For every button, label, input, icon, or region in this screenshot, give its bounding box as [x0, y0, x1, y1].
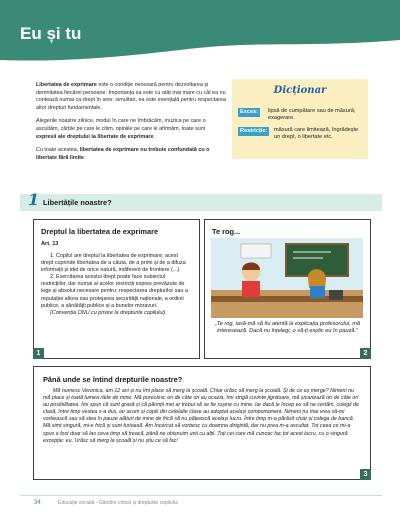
illustration-caption: „Te rog, lasă-mă să fiu atentă la explicația profesorului, mă interesează. Dacă nu înțelegi, o să-ți explic eu în pauză.” [215, 321, 360, 335]
story-text: Mă numesc Veronica, am 12 ani și nu îmi place să merg la școală. Chiar urăsc să merg la școală. Și de ce aș merge? Nimeni nu mă place și toată lumea râde de mine. Mă poreclesc ori de câte ori au ocazia, îmi strigă cuvinte jignitoare, mă șicanează ori de câte ori au posibilitatea. Îmi spun că sunt grasă și că părinții mei ar trebui să se fie rușine cu mine. Iar dacă le încep eu să ne certăm, colegii de clasă, între timp vestea s-a dus, iar acum și copiii din celelalte clase au adoptat același comportament. Nimeni nu mai vrea să-mi vorbească sau să stea în pauze alături de mine de frică să nu pățească același lucru. Între timp m-a părăsit chiar și colega de bancă. Mă simt singură, mi-e frică și sunt furioasă. Am încercat să vorbesc cu doamna dirigintă, dar nu prea m-a ascultat. Tot ceea ce mi-a spus a fost doar să las ceva timp să treacă, până ne obișnuim unii cu alții. Toți cei care mă cunosc fac tot acest lucru, cu o singură excepție: eu. Urăsc să merg la școală și nu știu ce să fac! [43, 388, 359, 444]
box-number-badge: 1 [33, 348, 44, 359]
intro-paragraph-1: Libertatea de exprimare este o condiție necesară pentru dezvoltarea și demnitatea fiecărei persoane. Importanța sa este cu atât mai mare cu cât ea nu contează numai ca drept în sine: simultan, ea este esențială pentru respectarea altor drepturi fundamentale. [36, 82, 226, 111]
article-paragraph-1: 1. Copilul are dreptul la libertatea de exprimare; acest drept cuprinde libertatea de a căuta, de a primi și de a difuza informații și idei de orice natură, indiferent de frontiere (...). [41, 253, 186, 274]
rights-text-box [33, 219, 200, 359]
section-title: Libertățile noastre? [43, 198, 112, 207]
classroom-illustration [211, 238, 363, 318]
article-body [41, 253, 189, 317]
intro-paragraph-2: Alegerile noastre zilnice, modul în care ne îmbrăcăm, muzica pe care o ascultăm, cărțile pe care le citim, opiniile pe care le afirmăm, toate sunt expresii ale dreptului la libertate de exprimare. [36, 118, 206, 140]
box-title: Dreptul la libertatea de exprimare [41, 227, 159, 236]
box-number-badge: 3 [360, 469, 371, 480]
box-title: Te rog... [212, 227, 241, 236]
dictionary-definition: lipsă de cumpătare sau de măsură; exagerare. [268, 108, 356, 122]
dictionary-title: Dicționar [273, 85, 327, 96]
dictionary-term: Restricție: [240, 128, 268, 134]
dictionary-box [232, 79, 368, 159]
article-paragraph-2: 2. Exercitarea acestui drept poate face subiectul restricțiilor, dar numai al acelor restricții expres prevăzute de lege și absolut necesare pentru: respectarea drepturilor sau a reputației altora sau protejarea securității naționale, a ordinii publice, a sănătății publice și a bunelor moravuri. [41, 274, 188, 309]
classroom-illustration-box [204, 219, 371, 359]
section-number: 1 [28, 190, 40, 209]
article-source: (Convenția ONU cu privire la drepturile copilului) [50, 309, 166, 316]
box-number-badge: 2 [360, 348, 371, 359]
footer-divider [20, 495, 382, 496]
article-label: Art. 13 [41, 241, 59, 247]
intro-paragraph-3: Cu toate acestea, libertatea de exprimare nu trebuie confundată cu o libertate fără limite. [36, 147, 210, 161]
footer-text: Educație socială - Gândire critică și drepturile copilului [58, 500, 178, 506]
dictionary-definition: măsură care limitează, îngrădește un drept, o libertate etc. [274, 127, 359, 141]
story-box [33, 366, 371, 480]
page-number: 34 [34, 500, 41, 506]
box-title: Până unde se întind drepturile noastre? [43, 375, 183, 384]
intro-text [36, 82, 226, 168]
dictionary-term: Exces: [240, 109, 259, 115]
chapter-title: Eu și tu [20, 24, 82, 43]
